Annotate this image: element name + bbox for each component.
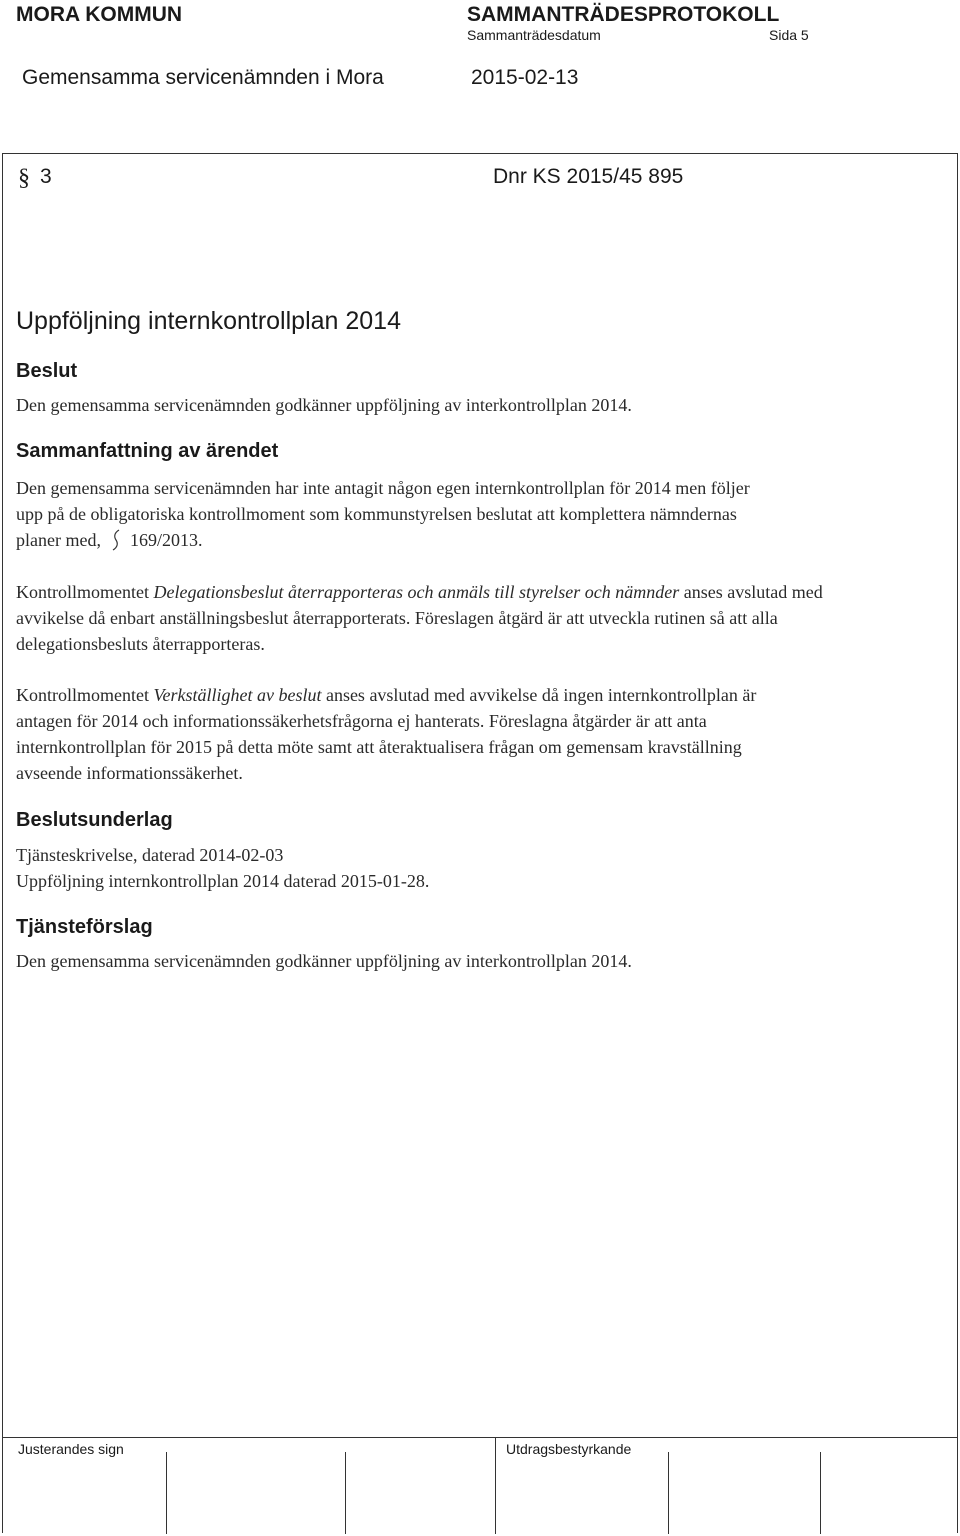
- beslut-heading: Beslut: [16, 360, 78, 382]
- text-fragment: 169/2013.: [129, 530, 203, 550]
- beslutsunderlag-list: [16, 842, 946, 894]
- signature-label: Justerandes sign: [18, 1441, 124, 1457]
- meeting-date: 2015-02-13: [471, 66, 579, 89]
- list-item: Tjänsteskrivelse, daterad 2014-02-03: [16, 845, 284, 865]
- sammanfattning-paragraph-1: [16, 475, 946, 553]
- text-line: internkontrollplan för 2015 på detta möte samt att återaktualisera frågan om gemensam kravställning: [16, 737, 742, 757]
- paragraph-number: 3: [40, 165, 52, 188]
- frame-left-border: [2, 153, 3, 1533]
- frame-right-border: [957, 153, 958, 1533]
- footer-border: [2, 1437, 958, 1438]
- control-point-name: Delegationsbeslut återrapporteras och anmäls till styrelser och nämnder: [153, 582, 680, 602]
- text-line: avvikelse då enbart anställningsbeslut återrapporterats. Föreslagen åtgärd är att utveckla rutinen så att alla: [16, 608, 778, 628]
- certification-label: Utdragsbestyrkande: [506, 1441, 632, 1457]
- text-fragment: planer med,: [16, 530, 101, 550]
- case-number: Dnr KS 2015/45 895: [493, 165, 684, 188]
- text-line: antagen för 2014 och informationssäkerhetsfrågorna ej hanterats. Föreslagna åtgärder är att anta: [16, 711, 707, 731]
- document-type: SAMMANTRÄDESPROTOKOLL: [467, 3, 780, 26]
- sammanfattning-heading: Sammanfattning av ärendet: [16, 440, 279, 462]
- paragraph-symbol: §: [18, 165, 30, 191]
- text-fragment: Kontrollmomentet: [16, 582, 154, 602]
- signature-divider: [495, 1437, 496, 1534]
- beslut-text: Den gemensamma servicenämnden godkänner uppföljning av interkontrollplan 2014.: [16, 395, 632, 415]
- control-point-name: Verkställighet av beslut: [153, 685, 322, 705]
- page-number: Sida 5: [769, 27, 809, 43]
- text-fragment: Kontrollmomentet: [16, 685, 154, 705]
- beslutsunderlag-heading: Beslutsunderlag: [16, 809, 173, 831]
- text-line: [16, 682, 946, 708]
- frame-top-border: [2, 153, 958, 154]
- text-fragment: anses avslutad med: [679, 582, 823, 602]
- signature-divider: [668, 1452, 669, 1534]
- paragraph-ref-icon: [111, 527, 121, 553]
- list-item: Uppföljning internkontrollplan 2014 daterad 2015-01-28.: [16, 871, 430, 891]
- text-line: Den gemensamma servicenämnden har inte antagit någon egen internkontrollplan för 2014 men följer: [16, 478, 750, 498]
- text-line: avseende informationssäkerhet.: [16, 763, 243, 783]
- signature-divider: [345, 1452, 346, 1534]
- text-fragment: anses avslutad med avvikelse då ingen internkontrollplan är: [321, 685, 757, 705]
- text-line: delegationsbesluts återrapporteras.: [16, 634, 265, 654]
- meeting-date-label: Sammanträdesdatum: [467, 27, 601, 43]
- text-line: [16, 579, 946, 605]
- municipality-name: MORA KOMMUN: [16, 3, 183, 26]
- tjansteforslag-text: Den gemensamma servicenämnden godkänner uppföljning av interkontrollplan 2014.: [16, 951, 632, 971]
- sammanfattning-paragraph-2: [16, 579, 946, 657]
- text-line: [16, 527, 946, 553]
- committee-name: Gemensamma servicenämnden i Mora: [22, 66, 384, 89]
- sammanfattning-paragraph-3: [16, 682, 946, 786]
- tjansteforslag-heading: Tjänsteförslag: [16, 916, 153, 938]
- signature-divider: [166, 1452, 167, 1534]
- text-line: upp på de obligatoriska kontrollmoment som kommunstyrelsen beslutat att komplettera nämndernas: [16, 504, 737, 524]
- item-title: Uppföljning internkontrollplan 2014: [16, 307, 401, 335]
- signature-divider: [820, 1452, 821, 1534]
